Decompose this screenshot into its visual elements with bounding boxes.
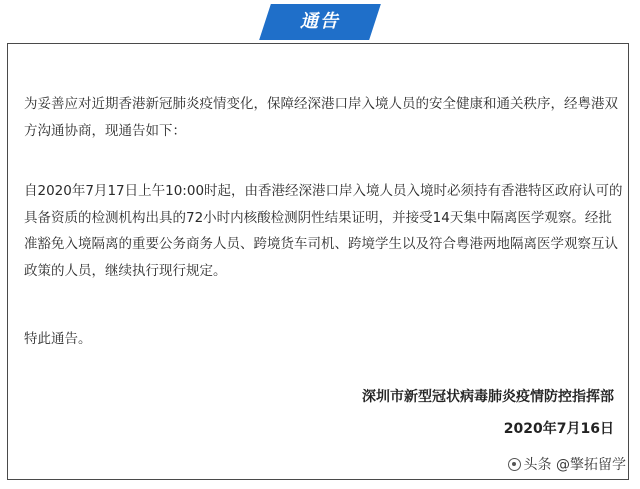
notice-title: 通告 bbox=[300, 11, 340, 32]
issuer-signature: 深圳市新型冠状病毒肺炎疫情防控指挥部 bbox=[362, 389, 614, 405]
issue-date: 2020年7月16日 bbox=[503, 421, 614, 437]
toutiao-icon bbox=[508, 458, 521, 471]
notice-closing: 特此通告。 bbox=[24, 331, 92, 347]
notice-intro: 为妥善应对近期香港新冠肺炎疫情变化，保障经深港口岸入境人员的安全健康和通关秩序，经粤港双方沟通协商，现通告如下： bbox=[24, 96, 618, 139]
watermark bbox=[508, 454, 626, 474]
watermark-text: 头条 @擎拓留学 bbox=[523, 457, 626, 473]
notice-body: 自2020年7月17日上午10:00时起，由香港经深港口岸入境人员入境时必须持有香港特区政府认可的具备资质的检测机构出具的72小时内核酸检测阴性结果证明，并接受14天集中隔离医学观察。经批准豁免入境隔离的重要公务商务人员、跨境货车司机、跨境学生以及符合粤港两地隔离医学观察互认政策的人员，继续执行现行规定。 bbox=[24, 183, 623, 279]
